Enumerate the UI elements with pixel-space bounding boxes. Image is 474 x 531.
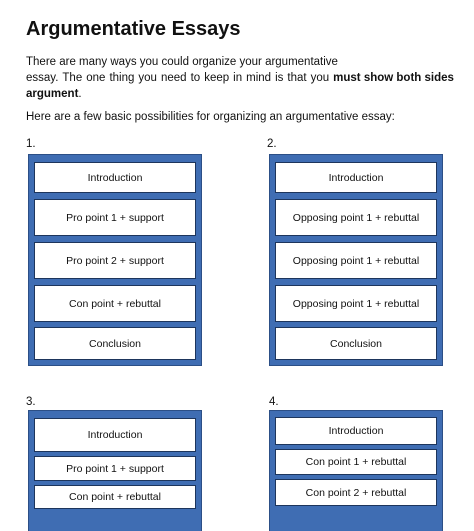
diagram-3-box: Con point + rebuttal [34,485,196,509]
intro-word: to [190,72,201,84]
intro-word: in [233,72,243,84]
diagram-1-box: Pro point 2 + support [34,242,196,279]
diagram-4-box: Con point 1 + rebuttal [275,449,437,475]
intro-line-3 [26,86,454,102]
diagram-2-frame [269,154,443,366]
intro-word: thing [109,72,135,84]
subheading: Here are a few basic possibilities for organizing an argumentative essay: [26,111,395,123]
intro-word: mind [246,72,272,84]
intro-word: that [287,72,307,84]
diagram-4-box: Con point 2 + rebuttal [275,479,437,506]
diagram-2-box: Opposing point 1 + rebuttal [275,285,437,322]
intro-word: essay. [26,72,59,84]
intro-period: . [78,88,82,100]
intro-word: is [275,72,284,84]
intro-paragraph [26,54,454,102]
intro-word: need [160,72,187,84]
diagram-2-box: Introduction [275,162,437,193]
diagram-3-box: Pro point 1 + support [34,456,196,481]
diagram-1-frame [28,154,202,366]
diagram-3-frame [28,410,202,531]
intro-line-1: There are many ways you could organize your argumentative [26,56,338,68]
intro-word: keep [204,72,230,84]
diagram-4-frame [269,410,443,531]
diagram-1-box: Con point + rebuttal [34,285,196,322]
diagram-4-number: 4. [269,396,279,408]
diagram-3-number: 3. [26,396,36,408]
diagram-2-box: Opposing point 1 + rebuttal [275,242,437,279]
intro-word: you [138,72,157,84]
diagram-1-number: 1. [26,138,36,150]
diagram-2-number: 2. [267,138,277,150]
intro-word: one [86,72,106,84]
diagram-2-box: Opposing point 1 + rebuttal [275,199,437,236]
diagram-4-box: Introduction [275,417,437,445]
intro-emphasis-end: argument [26,88,79,100]
diagram-1-box: Pro point 1 + support [34,199,196,236]
diagram-1-box: Conclusion [34,327,196,360]
diagram-1-box: Introduction [34,162,196,193]
intro-word: you [310,72,330,84]
page-title: Argumentative Essays [26,18,241,40]
diagram-3-box: Introduction [34,418,196,452]
intro-emphasis: must show both sides [333,72,454,84]
intro-word: The [62,72,83,84]
diagram-2-box: Conclusion [275,327,437,360]
intro-line-2 [26,70,454,86]
